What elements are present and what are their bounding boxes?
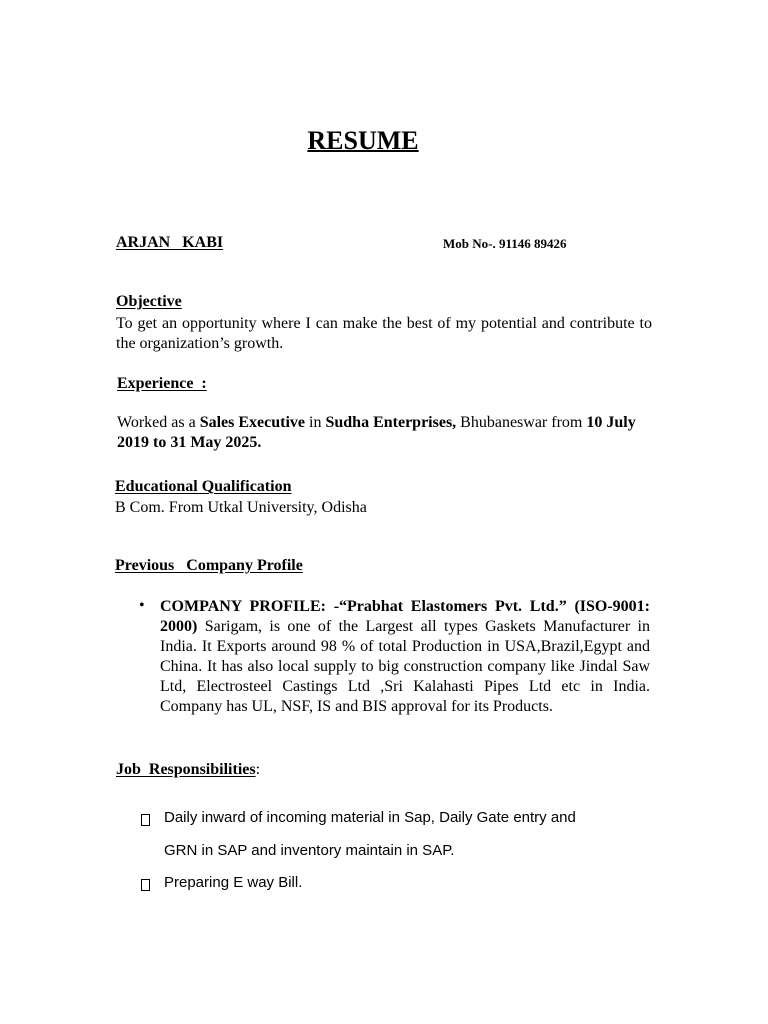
education-heading: Educational Qualification	[115, 478, 292, 495]
experience-text	[117, 413, 657, 453]
previous-company-heading: Previous Company Profile	[115, 557, 303, 574]
education-text: B Com. From Utkal University, Odisha	[115, 499, 367, 516]
mobile-number: Mob No-. 91146 89426	[443, 236, 567, 251]
company-profile-label: COMPANY PROFILE: -“Prabhat Elastomers Pvt. Ltd.” (ISO-9001: 2000)	[160, 598, 650, 635]
experience-location: Bhubaneswar from	[456, 414, 587, 431]
company-profile-description: Sarigam, is one of the Largest all types Gaskets Manufacturer in India. It Exports around 98 % of total Production in USA,Brazil,Egypt and China. It has also local supply to big construction company like Jindal Saw Ltd, Electrosteel Castings Ltd ,Sri Kalahasti Pipes Ltd etc in India. Company has UL, NSF, IS and BIS approval for its Products.	[160, 618, 650, 715]
company-profile-text	[160, 597, 650, 717]
candidate-name: ARJAN KABI	[116, 234, 224, 251]
resume-title: RESUME	[307, 126, 419, 155]
objective-heading: Objective	[116, 293, 182, 310]
experience-dates: 10 July 2019 to 31 May 2025.	[117, 414, 636, 451]
experience-heading: Experience :	[117, 375, 207, 392]
responsibility-item-2: Preparing E way Bill.	[164, 874, 303, 891]
job-responsibilities-label: Job Responsibilities	[116, 761, 256, 778]
checkbox-icon	[141, 878, 150, 896]
experience-in: in	[305, 414, 326, 431]
experience-company: Sudha Enterprises,	[325, 414, 457, 431]
checkbox-icon	[141, 813, 150, 831]
responsibility-item-1-line-1: Daily inward of incoming material in Sap, Daily Gate entry and	[164, 809, 576, 826]
bullet-icon: •	[139, 597, 145, 614]
experience-role: Sales Executive	[199, 414, 306, 431]
responsibility-item-1-line-2: GRN in SAP and inventory maintain in SAP.	[164, 842, 455, 859]
experience-prefix: Worked as a	[117, 414, 200, 431]
job-responsibilities-colon: :	[255, 761, 261, 778]
objective-text: To get an opportunity where I can make the best of my potential and contribute to the organization’s growth.	[116, 315, 652, 352]
job-responsibilities-heading	[116, 761, 260, 779]
